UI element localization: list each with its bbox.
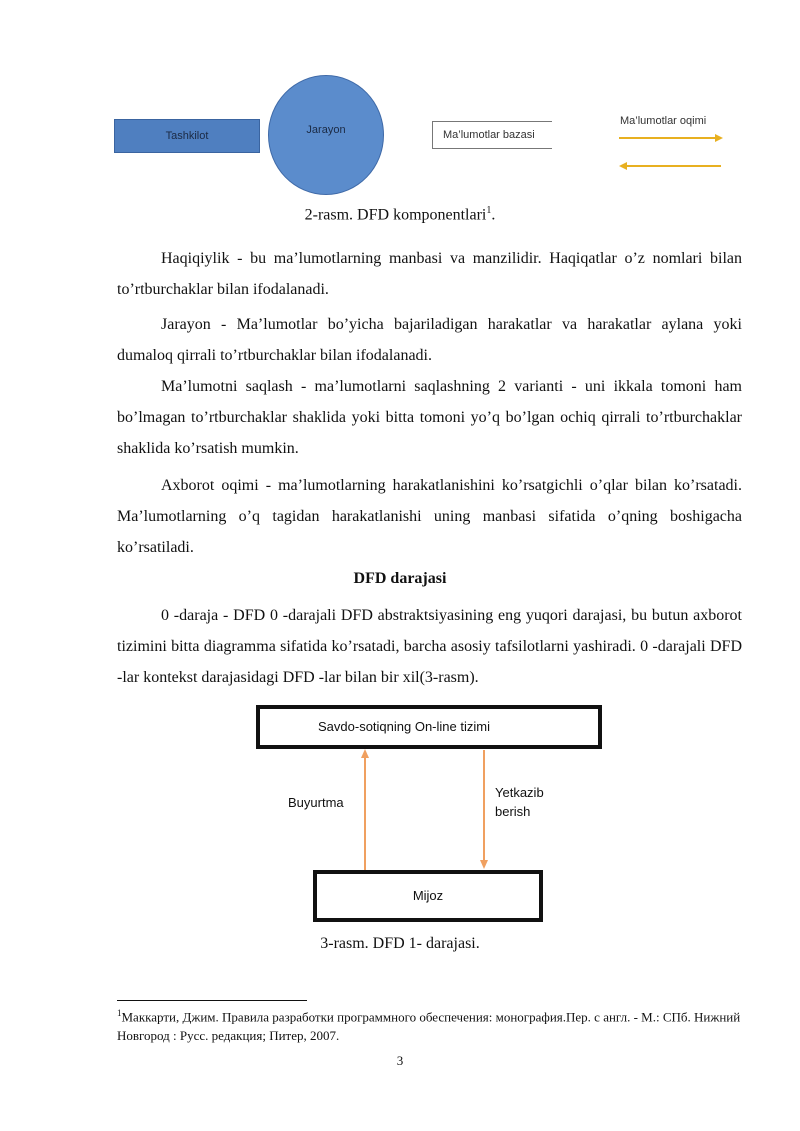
footnote-separator — [117, 1000, 307, 1001]
order-label: Buyurtma — [288, 795, 344, 810]
data-flow-arrows — [615, 128, 725, 174]
figure2-caption: 2-rasm. DFD komponentlari$^1$. — [304, 205, 496, 224]
entity-shape — [114, 119, 260, 153]
data-store-label: Ma’lumotlar bazasi — [443, 129, 535, 141]
flow-arrows — [350, 748, 500, 872]
footnote — [117, 1004, 747, 1045]
page-number: 3 — [396, 1053, 404, 1068]
paragraph-data-store: Ma’lumotni saqlash - ma’lumotlarni saqlashning 2 varianti - uni ikkala tomoni ham bo’lmagan to’rtburchaklar shaklida yoki bitta tomoni yo’q bo’lgan ochiq qirrali to’rtburchaklar shaklida ko’rsatish mumkin. — [117, 378, 742, 457]
footnote-ref: 1 — [486, 205, 492, 216]
delivery-label: Yetkazib berish — [495, 785, 544, 819]
section-heading: DFD darajasi — [353, 570, 447, 587]
figure3-caption: 3-rasm. DFD 1- darajasi. — [320, 935, 480, 952]
entity-label: Tashkilot — [165, 130, 209, 142]
data-flow-label: Ma’lumotlar oqimi — [620, 115, 707, 127]
order-arrow-head — [361, 749, 369, 758]
paragraph-process: Jarayon - Ma’lumotlar bo’yicha bajariladigan harakatlar va harakatlar aylana yoki dumaloq qirrali to’rtburchaklar bilan ifodalanadi. — [117, 316, 742, 364]
paragraph-data-flow: Axborot oqimi - ma’lumotlarning harakatlanishini ko’rsatgichli o’qlar bilan ko’rsatadi. Ma’lumotlarning o’q tagidan harakatlanishi uning manbasi sifatida o’qning boshigacha ko’rsatiladi. — [117, 477, 742, 556]
delivery-arrow-head — [480, 860, 488, 869]
paragraph-level0: 0 -daraja - DFD 0 -darajali DFD abstraktsiyasining eng yuqori darajasi, bu butun axborot tizimini bitta diagramma sifatida ko’rsatadi, barcha asosiy tafsilotlarni yashiradi. 0 -darajali DFD -lar kontekst darajasidagi DFD -lar bilan bir xil(3-rasm). — [117, 607, 742, 686]
paragraph-entity: Haqiqiylik - bu ma’lumotlarning manbasi va manzilidir. Haqiqatlar o’z nomlari bilan to’rtburchaklar bilan ifodalanadi. — [117, 250, 742, 298]
client-box — [313, 870, 543, 922]
flow-arrow-left-head — [619, 162, 627, 170]
footnote-text: Маккарти, Джим. Правила разработки программного обеспечения: монография.Пер. с англ. - М.: СПб. Нижний Новгород : Русс. редакция; Питер, 2007. — [117, 1009, 741, 1044]
flow-arrow-right-head — [715, 134, 723, 142]
process-label: Jarayon — [306, 124, 346, 136]
footnote-marker: 1 — [117, 1008, 122, 1018]
process-shape — [268, 75, 384, 195]
system-box — [256, 705, 602, 749]
client-label: Mijoz — [412, 888, 444, 903]
system-label: Savdo-sotiqning On-line tizimi — [318, 719, 490, 734]
data-store-shape — [432, 121, 552, 149]
